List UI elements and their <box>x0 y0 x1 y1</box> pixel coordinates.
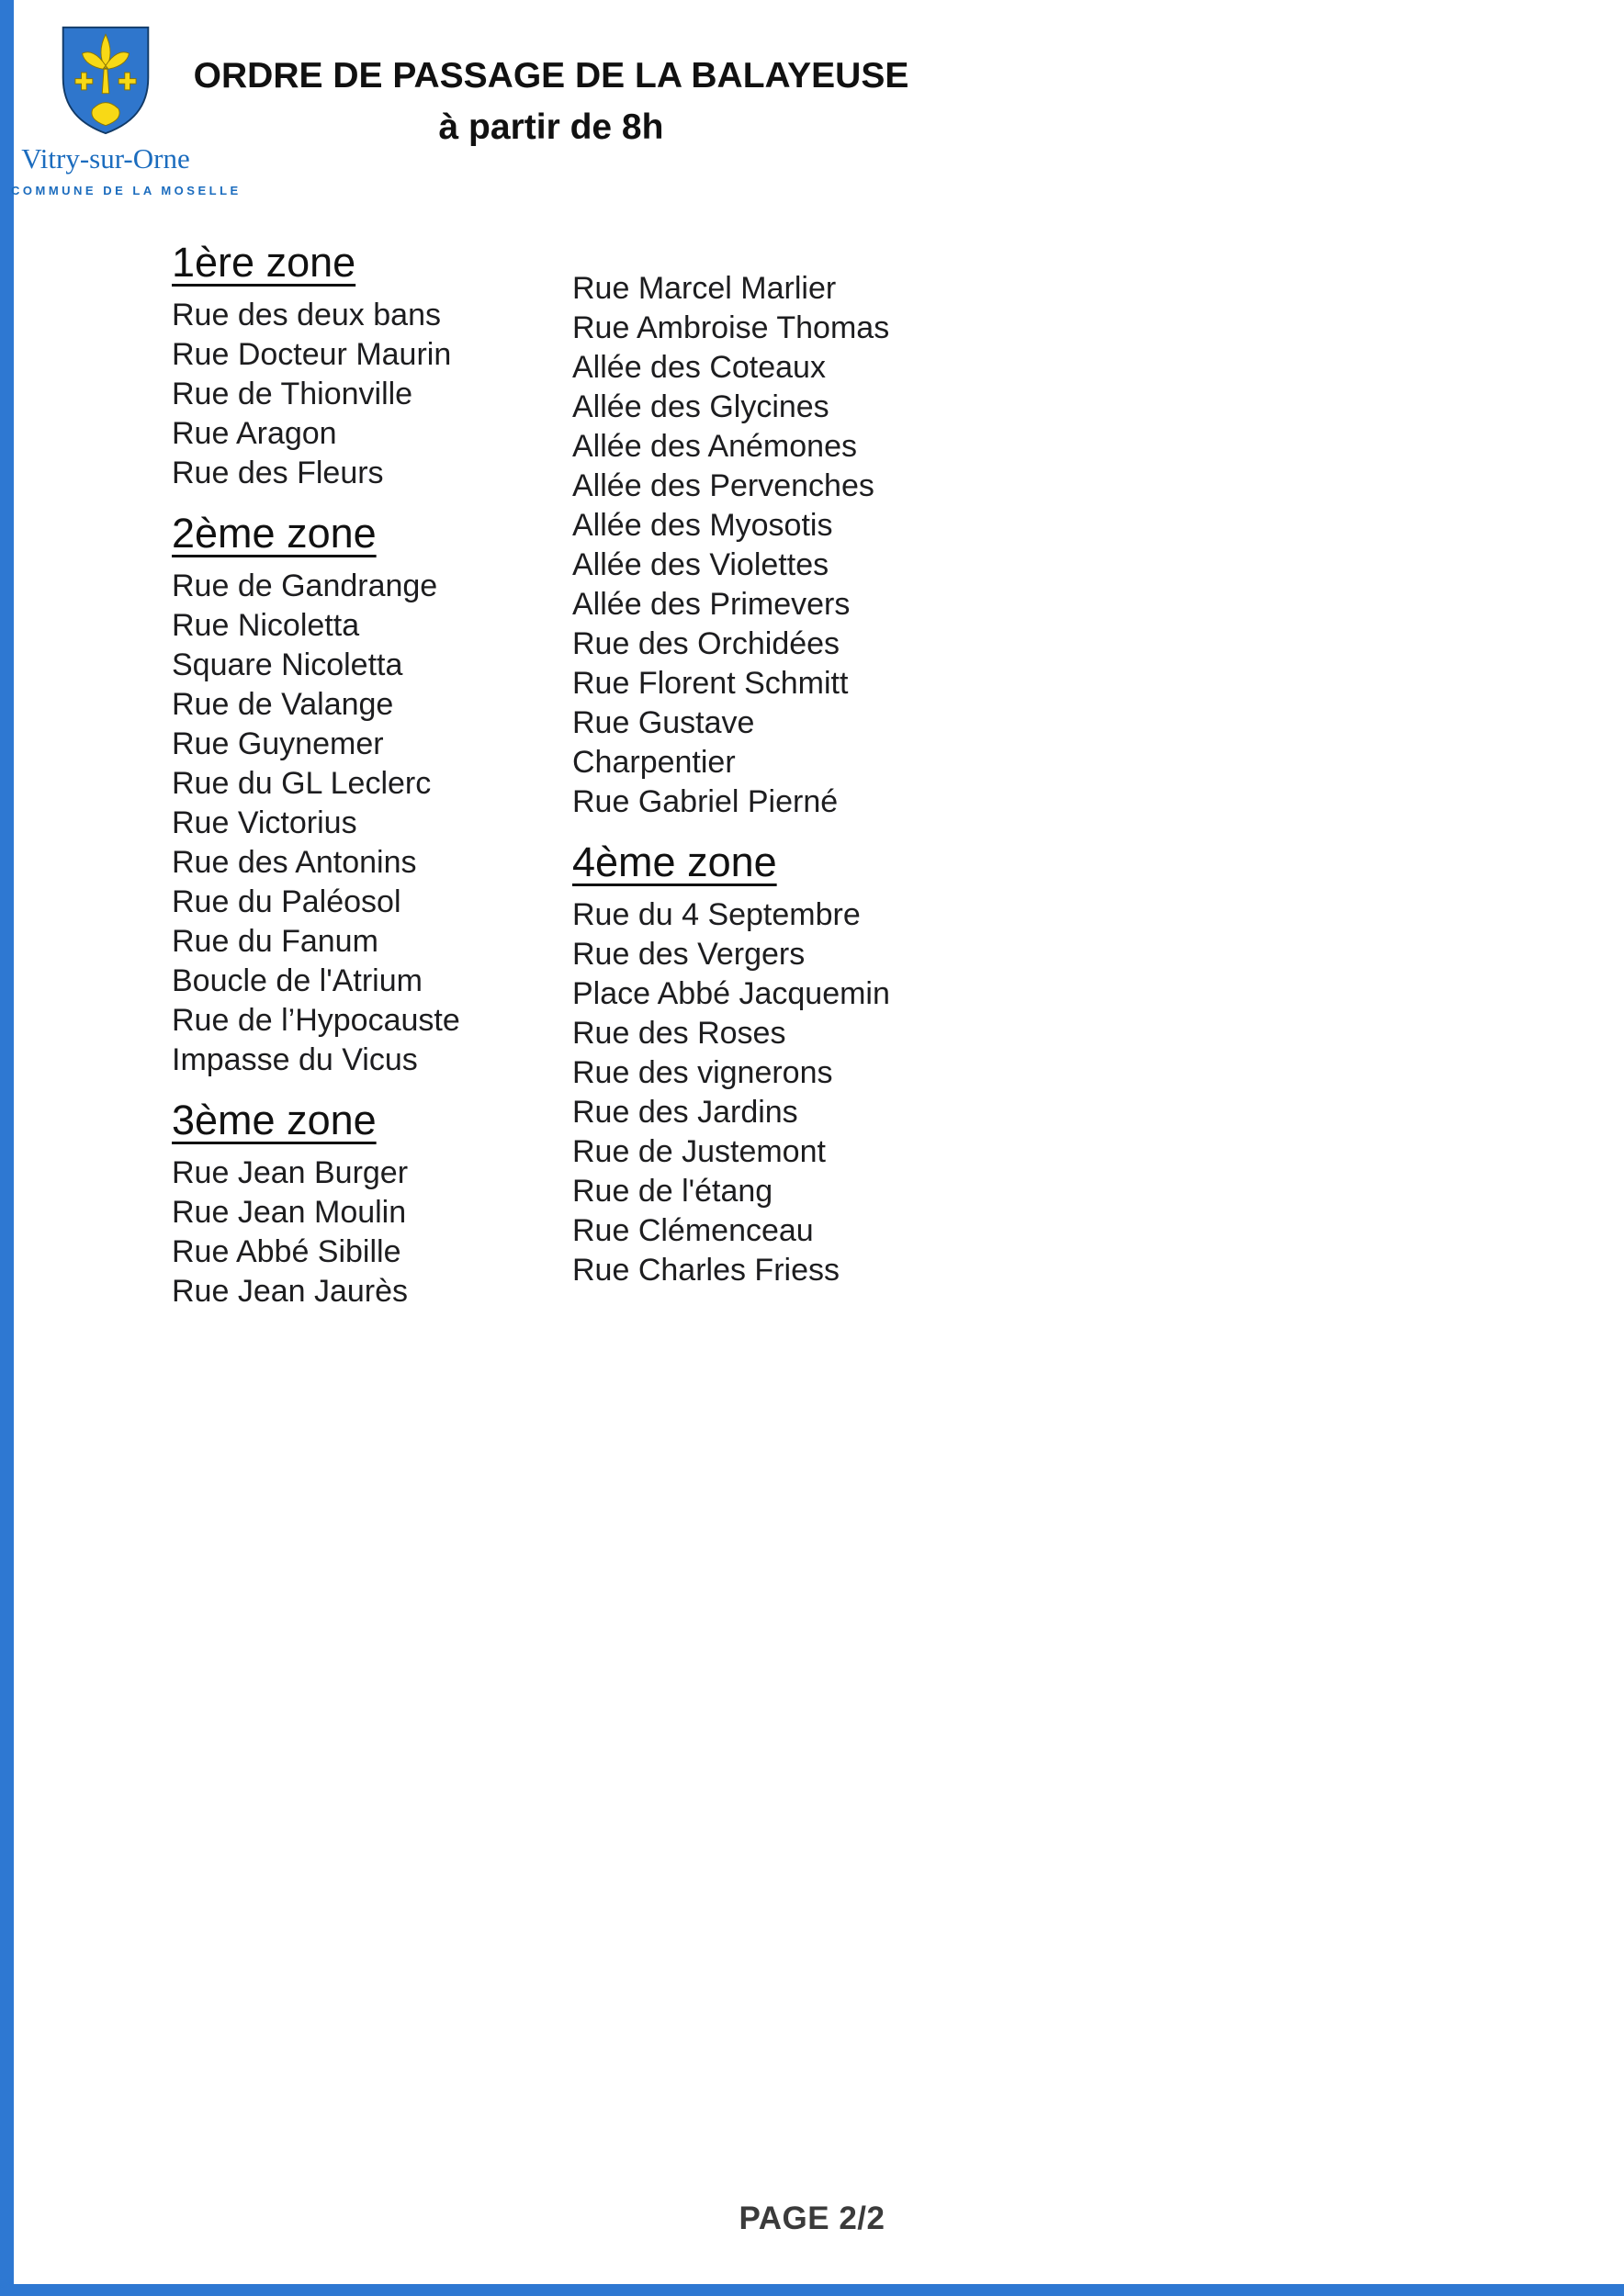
zone-heading: 4ème zone <box>572 838 777 885</box>
street-name: Allée des Pervenches <box>572 468 874 503</box>
commune-subtitle: COMMUNE DE LA MOSELLE <box>11 184 242 197</box>
document-title <box>184 53 919 151</box>
zone-heading: 2ème zone <box>172 510 377 557</box>
street-name: Rue des deux bans <box>172 298 441 332</box>
street-name: Rue de l’Hypocauste <box>172 1003 460 1038</box>
street-name: Rue Jean Burger <box>172 1155 409 1190</box>
street-name: Impasse du Vicus <box>172 1042 418 1077</box>
commune-name: Vitry-sur-Orne <box>21 142 190 174</box>
street-name: Rue Victorius <box>172 805 357 840</box>
street-list-column-2 <box>572 269 914 1290</box>
street-name: Rue Abbé Sibille <box>172 1234 401 1269</box>
street-name: Rue Gabriel Pierné <box>572 784 839 819</box>
coat-of-arms-icon <box>58 24 153 137</box>
street-name: Boucle de l'Atrium <box>172 963 423 998</box>
street-name: Rue Gustave Charpentier <box>572 705 755 780</box>
left-accent-stripe <box>0 0 14 2296</box>
street-name: Rue Florent Schmitt <box>572 666 849 701</box>
street-name: Rue Marcel Marlier <box>572 271 837 306</box>
street-name: Rue Nicoletta <box>172 608 360 643</box>
street-name: Rue du 4 Septembre <box>572 897 861 932</box>
street-name: Rue de Thionville <box>172 377 413 411</box>
street-name: Square Nicoletta <box>172 647 403 682</box>
title-line-1: ORDRE DE PASSAGE DE LA BALAYEUSE <box>193 56 909 96</box>
street-name: Allée des Coteaux <box>572 350 826 385</box>
street-name: Rue des Orchidées <box>572 626 840 661</box>
street-name: Allée des Primevers <box>572 587 851 622</box>
street-name: Place Abbé Jacquemin <box>572 976 890 1011</box>
street-name: Rue de Valange <box>172 687 394 722</box>
street-name: Rue de l'étang <box>572 1174 773 1209</box>
street-name: Rue des Jardins <box>572 1095 798 1130</box>
zone-heading: 3ème zone <box>172 1097 377 1143</box>
zone-heading: 1ère zone <box>172 239 356 286</box>
street-name: Rue Jean Moulin <box>172 1195 407 1230</box>
street-name: Allée des Myosotis <box>572 508 833 543</box>
commune-logo <box>11 24 242 197</box>
page-number: PAGE 2/2 <box>739 2200 885 2236</box>
street-name: Rue du Fanum <box>172 924 378 959</box>
street-list-column-1 <box>172 239 567 1311</box>
street-name: Rue Ambroise Thomas <box>572 310 890 345</box>
street-name: Rue de Gandrange <box>172 568 438 603</box>
street-name: Rue des Antonins <box>172 845 417 880</box>
street-name: Rue du Paléosol <box>172 884 401 919</box>
street-name: Rue Charles Friess <box>572 1253 840 1288</box>
street-name: Rue des Vergers <box>572 937 806 972</box>
street-name: Rue de Justemont <box>572 1134 826 1169</box>
street-name: Rue des Roses <box>572 1016 786 1051</box>
street-name: Allée des Glycines <box>572 389 829 424</box>
street-name: Allée des Violettes <box>572 547 829 582</box>
street-name: Rue des Fleurs <box>172 456 384 490</box>
street-name: Rue du GL Leclerc <box>172 766 432 801</box>
street-name: Rue Jean Jaurès <box>172 1274 409 1309</box>
street-name: Rue Docteur Maurin <box>172 337 452 372</box>
street-name: Rue Aragon <box>172 416 337 451</box>
street-name: Rue Clémenceau <box>572 1213 814 1248</box>
street-name: Rue Guynemer <box>172 726 384 761</box>
page-footer <box>0 2200 1624 2237</box>
title-line-2: à partir de 8h <box>438 107 664 147</box>
street-name: Rue des vignerons <box>572 1055 833 1090</box>
street-name: Allée des Anémones <box>572 429 857 464</box>
bottom-accent-stripe <box>0 2284 1624 2296</box>
